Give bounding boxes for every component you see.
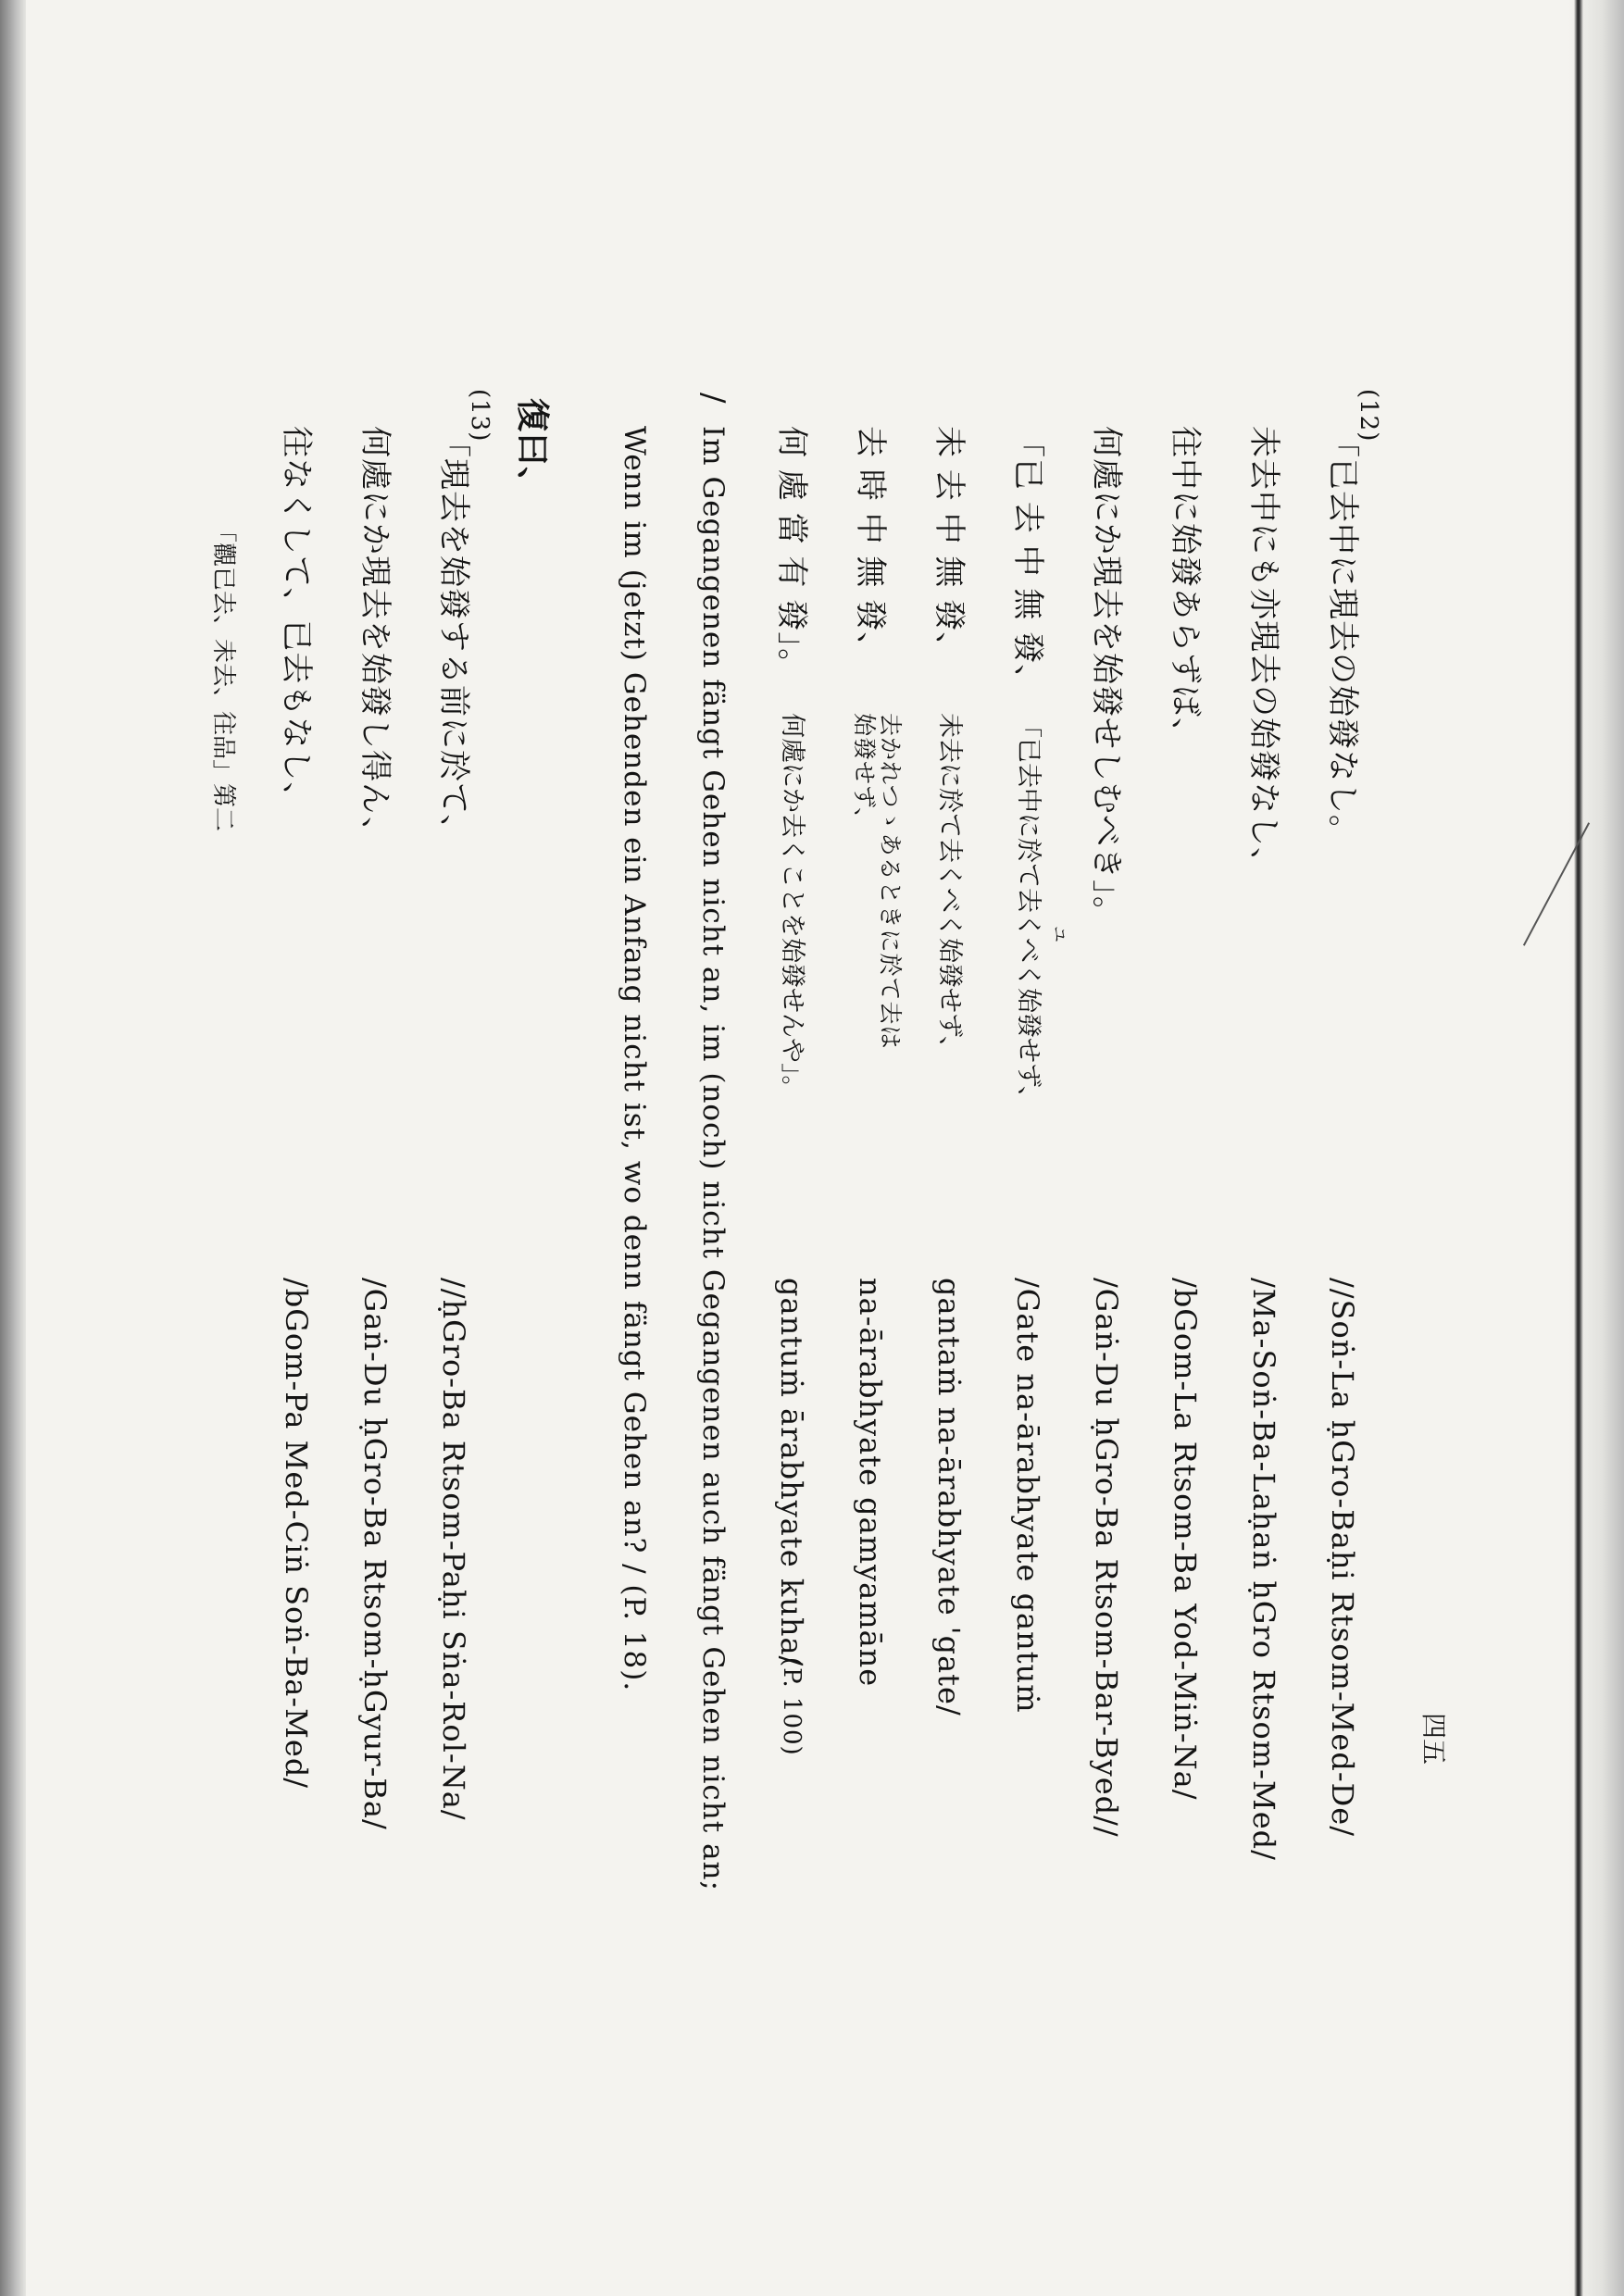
verse12-tibetan-2: /Ma-Soṅ-Ba-Laḥaṅ ḥGro Rtsom-Med/ — [1246, 1278, 1281, 1861]
rotated-text-block — [259, 389, 1463, 1916]
verse12-jp-2: 未去中にも亦現去の始發なし、 — [1245, 426, 1282, 880]
verse13-label: (13) — [466, 389, 493, 443]
verse13-tibetan-2: /Gaṅ-Du ḥGro-Ba Rtsom-ḥGyur-Ba/ — [357, 1278, 393, 1830]
verse12-tibetan-1: //Soṅ-La ḥGro-Baḥi Rtsom-Med-De/ — [1325, 1278, 1360, 1837]
verse12-tibetan-3: /bGom-La Rtsom-Ba Yod-Miṅ-Na/ — [1168, 1278, 1203, 1801]
verse12-jp-1: 「已去中に現去の始發なし。 — [1324, 426, 1361, 847]
slash-mark: / — [694, 393, 731, 405]
footer-wrap — [208, 518, 243, 831]
verse12-german-1 — [694, 393, 731, 1891]
page-number: 四五 — [1418, 1713, 1449, 1766]
verse12-label: (12) — [1355, 389, 1382, 443]
fuku-etsu: 復曰、 — [513, 398, 552, 502]
verse12-sanskrit-ref: (P. 100) — [778, 1657, 806, 1756]
verse12-gloss-3: 去かれつゝあるときに於て去は — [877, 713, 904, 1050]
verse12-jp-4: 何處にか現去を始發せしむべき」。 — [1088, 426, 1125, 929]
verse12-jp-8: 何 處 當 有 發」。 — [773, 426, 810, 681]
verse12-gloss-1: 「已去中に於て去くべく始發せず、 — [1014, 713, 1043, 1111]
verse13-jp-2: 何處にか現去を始發し得ん、 — [356, 426, 394, 850]
verse12-jp-3: 往中に始發あらずば、 — [1167, 426, 1204, 750]
verse12-german-text-2: Wenn im (jetzt) Gehenden ein Anfang nicht ist, wo denn fängt Gehen an? / (P. 18). — [618, 426, 651, 1692]
verse13-jp-3: 往なくして、已去もなし、 — [278, 426, 315, 815]
running-title: 「觀已去、未去、往品」第二 — [209, 518, 237, 832]
verse13-jp-1: 「現去を始發する前に於て、 — [435, 426, 472, 847]
verse12-gloss-2: 未去に於て去くべく始發せず、 — [935, 713, 964, 1061]
verse12-gloss-5: 何處にか去くことを始發せんや」。 — [778, 713, 806, 1101]
verse12-sanskrit-3: na-ārabhyate gamyamāne — [853, 1278, 888, 1688]
verse12-jp-6: 未 去 中 無 發、 — [931, 426, 968, 665]
verse12-tibetan-4: /Gaṅ-Du ḥGro-Ba Rtsom-Bar-Byed// — [1089, 1278, 1124, 1838]
verse12-german-2 — [616, 426, 653, 1691]
left-binding-shadow — [0, 0, 26, 2296]
verse13-tibetan-1: //ḥGro-Ba Rtsom-Paḥi Sṅa-Rol-Na/ — [436, 1278, 471, 1821]
verse12-sanskrit-1: /Gate na-ārabhyate gantuṁ — [1010, 1278, 1045, 1714]
verse12-sanskrit-4: gantuṁ ārabhyate kuha/ — [774, 1278, 809, 1667]
right-fold-line — [1574, 0, 1583, 2296]
verse12-jp-7: 去 時 中 無 發、 — [852, 426, 889, 665]
verse12-ruby: ユ — [1049, 926, 1068, 943]
verse12-gloss-4: 始發せず、 — [851, 713, 878, 832]
verse12-sanskrit-2: gantaṁ na-ārabhyate 'gate/ — [931, 1278, 967, 1716]
verse13-tibetan-3: /bGom-Pa Med-Ciṅ Soṅ-Ba-Med/ — [279, 1278, 314, 1790]
verse12-german-text-1: Im Gegangenen fängt Gehen nicht an, im (noch) nicht Gegangenen auch fängt Gehen nicht an; — [696, 426, 730, 1891]
verse12-jp-5: 「已 去 中 無 發、 — [1009, 426, 1046, 697]
